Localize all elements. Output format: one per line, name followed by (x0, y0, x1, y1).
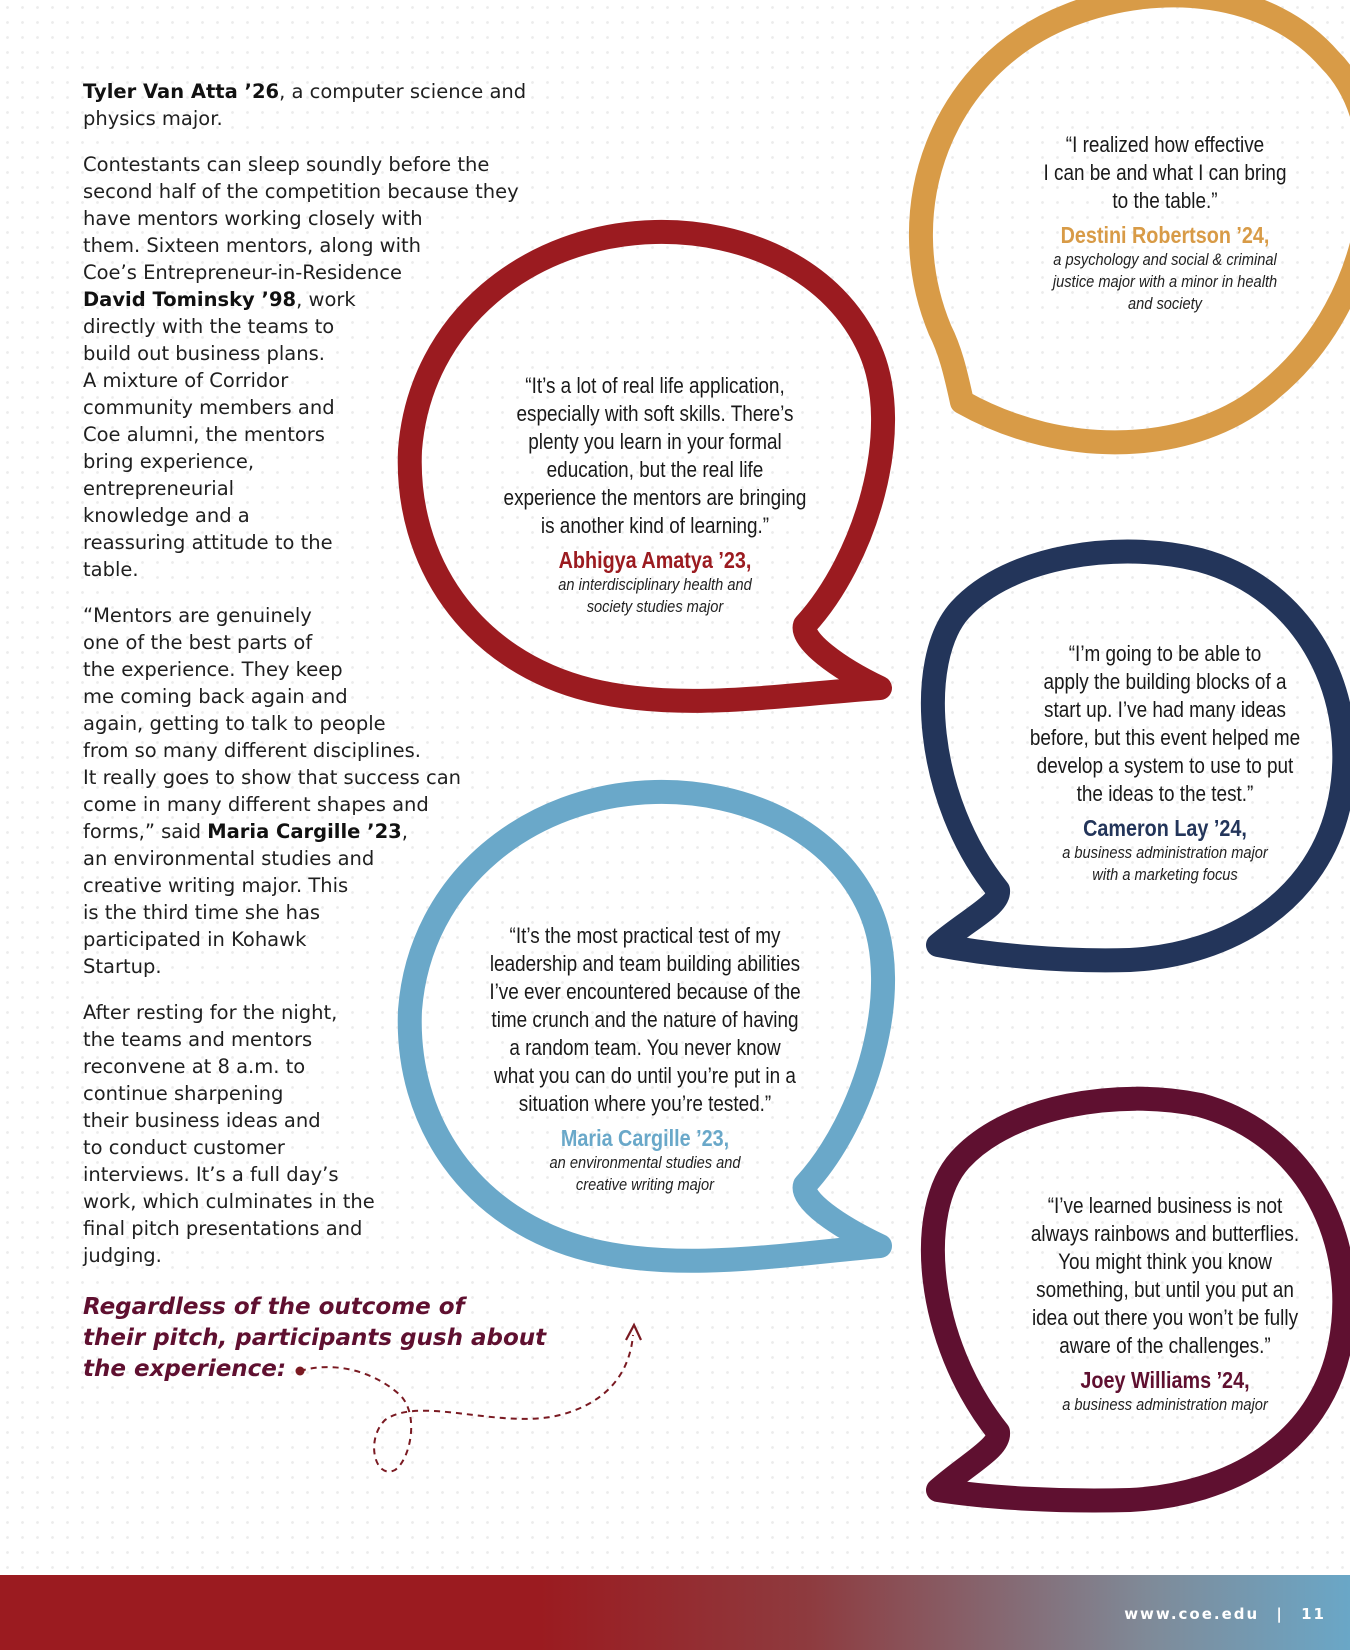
paragraph-2: Contestants can sleep soundly before the second half of the competition because they have mentors working closely with them. Sixteen mentors, along with Coe’s Entrepreneur-in-Residence David Tominsky ’98, work directly with the teams to build out business plans. A mixture of Corridor community members and Coe alumni, the mentors bring experience, entrepreneurial knowledge and a reassuring attitude to the table. (83, 153, 519, 581)
website-link[interactable]: www.coe.edu (1124, 1605, 1260, 1623)
quote-author-description: an environmental studies and creative writing major (549, 1153, 741, 1194)
paragraph-1: Tyler Van Atta ’26, a computer science and physics major. (83, 80, 527, 130)
quote-author: Destini Robertson ’24, (1060, 222, 1270, 248)
quote-text: “It’s a lot of real life application, especially with soft skills. There’s plenty you learn in your formal education, but the real life experience the mentors are bringing is another kind of learning.” (503, 373, 807, 538)
quote-author-description: a psychology and social & criminal justice major with a minor in health and society (1052, 250, 1278, 313)
quote-cameron (1015, 640, 1316, 886)
quote-text: “I’ve learned business is not always rainbows and butterflies. You might think you know something, but until you put an idea out there you won’t be fully aware of the challenges.” (1030, 1193, 1300, 1358)
callout-text: Regardless of the outcome of their pitch, participants gush about the experience: (83, 1294, 547, 1382)
paragraph-3: “Mentors are genuinely one of the best parts of the experience. They keep me coming back again and again, getting to talk to people from so many different disciplines. It really goes to show that success can come in many different shapes and forms,” said Maria Cargille ’23, an environmental studies and creative writing major. This is the third time she has participated in Kohawk Startup. (83, 604, 462, 978)
footer-info (1124, 1605, 1326, 1623)
quote-author: Cameron Lay ’24, (1083, 815, 1247, 841)
page-number: 11 (1301, 1605, 1326, 1623)
quote-destini (1023, 131, 1307, 315)
quote-text: “It’s the most practical test of my leadership and team building abilities I’ve ever encountered because of the time crunch and the nature of having a random team. You never know what you can do until you’re put in a situation where you’re tested.” (489, 923, 801, 1116)
footer-separator: | (1276, 1605, 1284, 1623)
quote-author: Maria Cargille ’23, (560, 1125, 730, 1151)
quote-author-description: a business administration major with a marketing focus (1062, 843, 1268, 884)
paragraph-4: After resting for the night, the teams and mentors reconvene at 8 a.m. to continue sharpening their business ideas and to conduct customer interviews. It’s a full day’s work, which culminates in the final pitch presentations and judging. (83, 1001, 375, 1267)
quote-text: “I realized how effective I can be and what I can bring to the table.” (1043, 132, 1287, 213)
quote-author-description: an interdisciplinary health and society studies major (558, 575, 752, 616)
quote-author-description: a business administration major (1062, 1395, 1268, 1414)
quote-joey (1015, 1192, 1316, 1416)
quote-author: Abhigya Amatya ’23, (558, 547, 752, 573)
quote-maria (469, 922, 822, 1196)
quote-text: “I’m going to be able to apply the building blocks of a start up. I’ve had many ideas before, but this event helped me develop a system to use to put the ideas to the test.” (1029, 641, 1301, 806)
quote-abhigya (483, 372, 827, 618)
footer-bar (0, 1575, 1350, 1650)
quote-author: Joey Williams ’24, (1080, 1367, 1250, 1393)
